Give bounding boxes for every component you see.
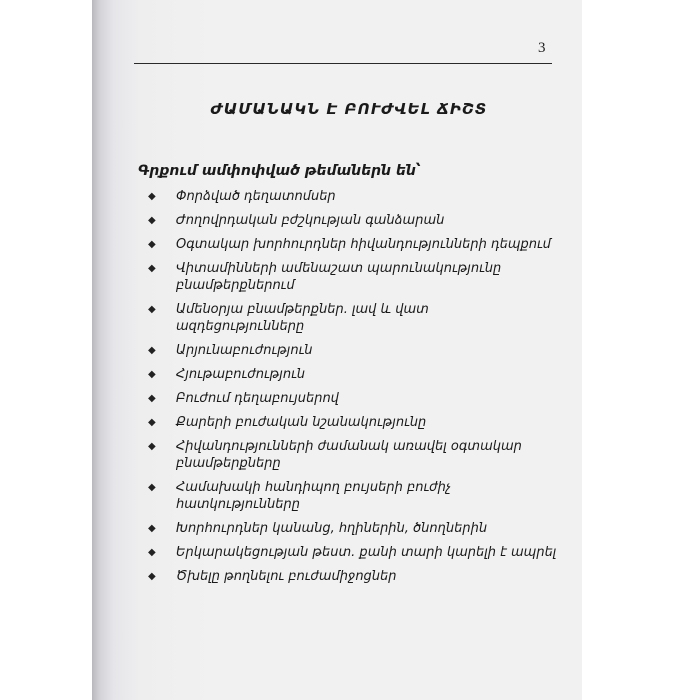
topic-text: Երկարակեցության թեստ. քանի տարի կարելի է ապրել: [176, 545, 557, 560]
header-rule: [134, 63, 552, 64]
diamond-bullet-icon: ◆: [148, 482, 156, 493]
topic-text: բնամթերքներում: [176, 278, 295, 293]
diamond-bullet-icon: ◆: [148, 304, 156, 315]
diamond-bullet-icon: ◆: [148, 523, 156, 534]
topics-subtitle: Գրքում ամփոփված թեմաներն են՝: [138, 163, 421, 179]
topic-list-item: [148, 390, 558, 407]
diamond-bullet-icon: ◆: [148, 571, 156, 582]
topic-text: Քարերի բուժական նշանակությունը: [176, 415, 427, 430]
topic-text: Ժողովրդական բժշկության գանձարան: [176, 213, 445, 228]
diamond-bullet-icon: ◆: [148, 239, 156, 250]
topic-text: Ամենօրյա բնամթերքներ. լավ և վատ ազդեցությունները: [176, 302, 429, 334]
topic-list-item: [148, 414, 558, 431]
topic-list-item: [148, 568, 558, 585]
diamond-bullet-icon: ◆: [148, 417, 156, 428]
topic-text: Հիվանդությունների ժամանակ առավել օգտակար: [176, 439, 522, 454]
diamond-bullet-icon: ◆: [148, 547, 156, 558]
topic-list-item: [148, 236, 558, 253]
diamond-bullet-icon: ◆: [148, 345, 156, 356]
topic-list-item: [148, 520, 558, 537]
page-number: 3: [538, 40, 546, 56]
topic-list-item: [148, 479, 558, 513]
topic-text: Օգտակար խորհուրդներ հիվանդությունների դեպքում: [176, 237, 551, 252]
topic-list-item: [148, 438, 558, 472]
topic-text: Փորձված դեղատոմսեր: [176, 189, 336, 204]
topic-list: [148, 188, 558, 592]
topic-text: Բուժում դեղաբույսերով: [176, 391, 339, 406]
diamond-bullet-icon: ◆: [148, 369, 156, 380]
topic-list-item: [148, 301, 558, 335]
page-title: ԺԱՄԱՆԱԿՆ Է ԲՈՒԺՎԵԼ ՃԻՇՏ: [210, 100, 488, 118]
topic-list-item: [148, 188, 558, 205]
topic-text: Ծխելը թողնելու բուժամիջոցներ: [176, 569, 397, 584]
topic-list-item: [148, 544, 558, 561]
topic-list-item: [148, 366, 558, 383]
topic-text: Հյութաբուժություն: [176, 367, 305, 382]
topic-text: բնամթերքները: [176, 456, 281, 471]
topic-text: Արյունաբուժություն: [176, 343, 313, 358]
diamond-bullet-icon: ◆: [148, 393, 156, 404]
topic-list-item: [148, 212, 558, 229]
topic-text: Վիտամինների ամենաշատ պարունակությունը: [176, 261, 502, 276]
topic-list-item: [148, 342, 558, 359]
topic-text: Համախակի հանդիպող բույսերի բուժիչ հատկությունները: [176, 480, 452, 512]
topic-list-item: [148, 260, 558, 294]
diamond-bullet-icon: ◆: [148, 191, 156, 202]
topic-text: Խորհուրդներ կանանց, հղիներին, ծնողներին: [176, 521, 488, 536]
diamond-bullet-icon: ◆: [148, 263, 156, 274]
diamond-bullet-icon: ◆: [148, 215, 156, 226]
diamond-bullet-icon: ◆: [148, 441, 156, 452]
